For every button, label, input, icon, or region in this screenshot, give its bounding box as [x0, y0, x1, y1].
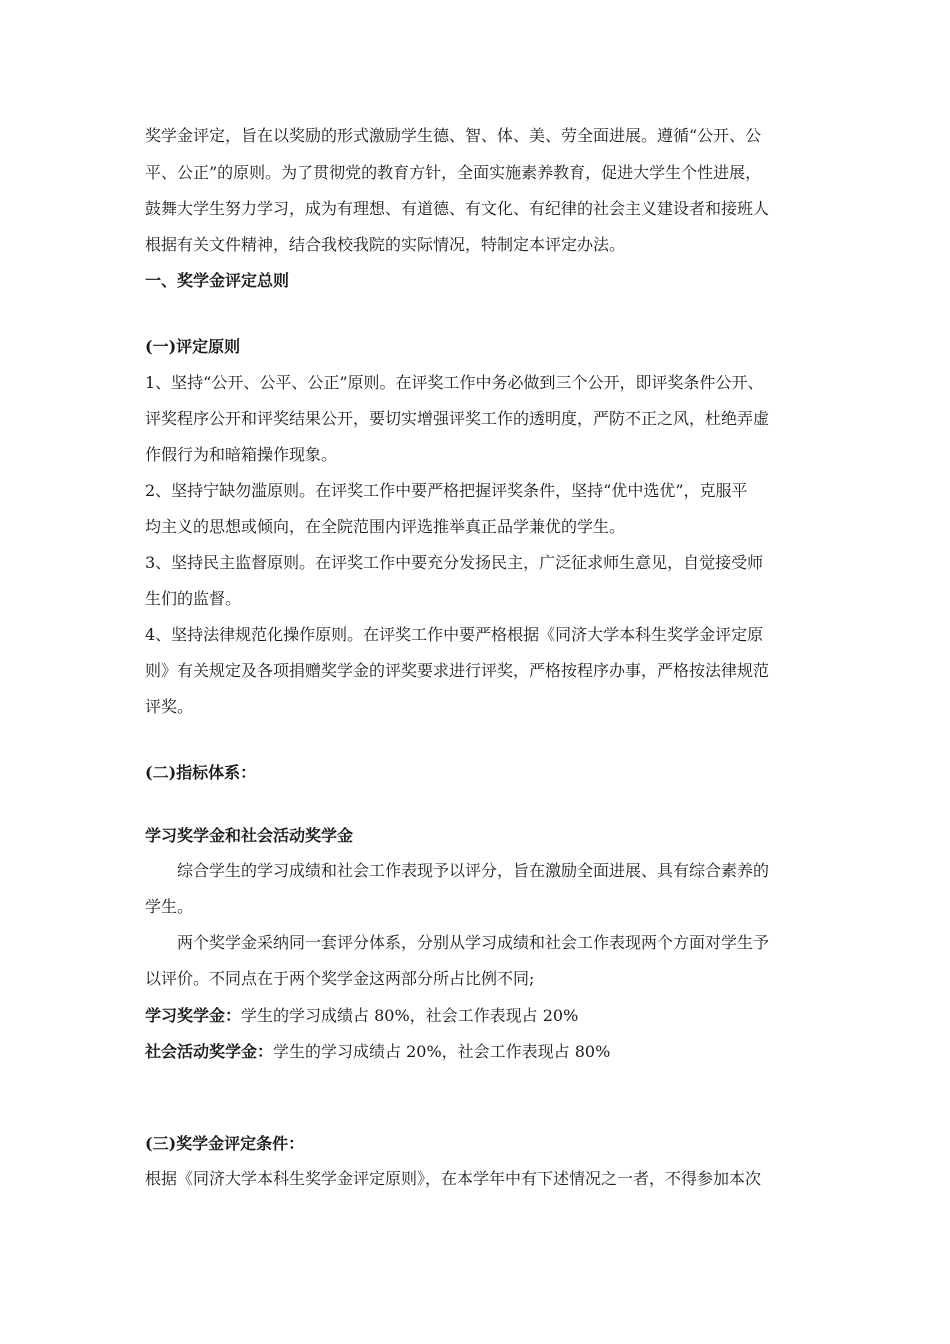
- intro-line-3: 鼓舞大学生努力学习，成为有理想、有道德、有文化、有纪律的社会主义建设者和接班人: [145, 199, 770, 218]
- section-1-heading: 一、奖学金评定总则: [145, 271, 290, 290]
- principle-line-10: 评奖。: [145, 697, 194, 716]
- para-1-line-1: 综合学生的学习成绩和社会工作表现予以评分，旨在激励全面进展、具有综合素养的: [177, 861, 770, 880]
- para-1-line-2: 学生。: [145, 897, 194, 916]
- principle-line-1: 1、坚持“公开、公平、公正”原则。在评奖工作中务必做到三个公开，即评奖条件公开、: [145, 373, 764, 392]
- social-scholarship-label: 社会活动奖学金：: [145, 1042, 274, 1061]
- study-scholarship-line: [145, 1006, 578, 1026]
- principle-line-6: 3、坚持民主监督原则。在评奖工作中要充分发扬民主，广泛征求师生意见，自觉接受师: [145, 553, 764, 572]
- subsection-2-heading: (二)指标体系：: [145, 763, 257, 782]
- scholarship-heading: 学习奖学金和社会活动奖学金: [145, 826, 354, 845]
- subsection-3-heading: (三)奖学金评定条件：: [145, 1134, 305, 1153]
- intro-line-2: 平、公正”的原则。为了贯彻党的教育方针，全面实施素养教育，促进大学生个性进展，: [145, 163, 762, 182]
- study-scholarship-label: 学习奖学金：: [145, 1006, 242, 1025]
- study-scholarship-text: 学生的学习成绩占 80%，社会工作表现占 20%: [241, 1006, 579, 1025]
- para-2-line-2: 以评价。不同点在于两个奖学金这两部分所占比例不同;: [145, 969, 535, 988]
- principle-line-4: 2、坚持宁缺勿滥原则。在评奖工作中要严格把握评奖条件，坚持“优中选优”，克服平: [145, 481, 748, 500]
- para-2-line-1: 两个奖学金采纳同一套评分体系，分别从学习成绩和社会工作表现两个方面对学生予: [177, 933, 770, 952]
- principle-line-8: 4、坚持法律规范化操作原则。在评奖工作中要严格根据《同济大学本科生奖学金评定原: [145, 625, 764, 644]
- intro-line-1: 奖学金评定，旨在以奖励的形式激励学生德、智、体、美、劳全面进展。遵循“公开、公: [145, 126, 762, 145]
- conditions-line-1: 根据《同济大学本科生奖学金评定原则》，在本学年中有下述情况之一者，不得参加本次: [145, 1169, 762, 1188]
- principle-line-5: 均主义的思想或倾向，在全院范围内评选推举真正品学兼优的学生。: [145, 517, 626, 536]
- intro-line-4: 根据有关文件精神，结合我校我院的实际情况，特制定本评定办法。: [145, 235, 626, 254]
- principle-line-2: 评奖程序公开和评奖结果公开，要切实增强评奖工作的透明度，严防不正之风，杜绝弄虚: [145, 409, 770, 428]
- social-scholarship-line: [145, 1042, 610, 1062]
- subsection-1-heading: (一)评定原则: [145, 337, 241, 356]
- principle-line-9: 则》有关规定及各项捐赠奖学金的评奖要求进行评奖，严格按程序办事，严格按法律规范: [145, 661, 770, 680]
- principle-line-7: 生们的监督。: [145, 589, 242, 608]
- principle-line-3: 作假行为和暗箱操作现象。: [145, 445, 338, 464]
- social-scholarship-text: 学生的学习成绩占 20%，社会工作表现占 80%: [273, 1042, 611, 1061]
